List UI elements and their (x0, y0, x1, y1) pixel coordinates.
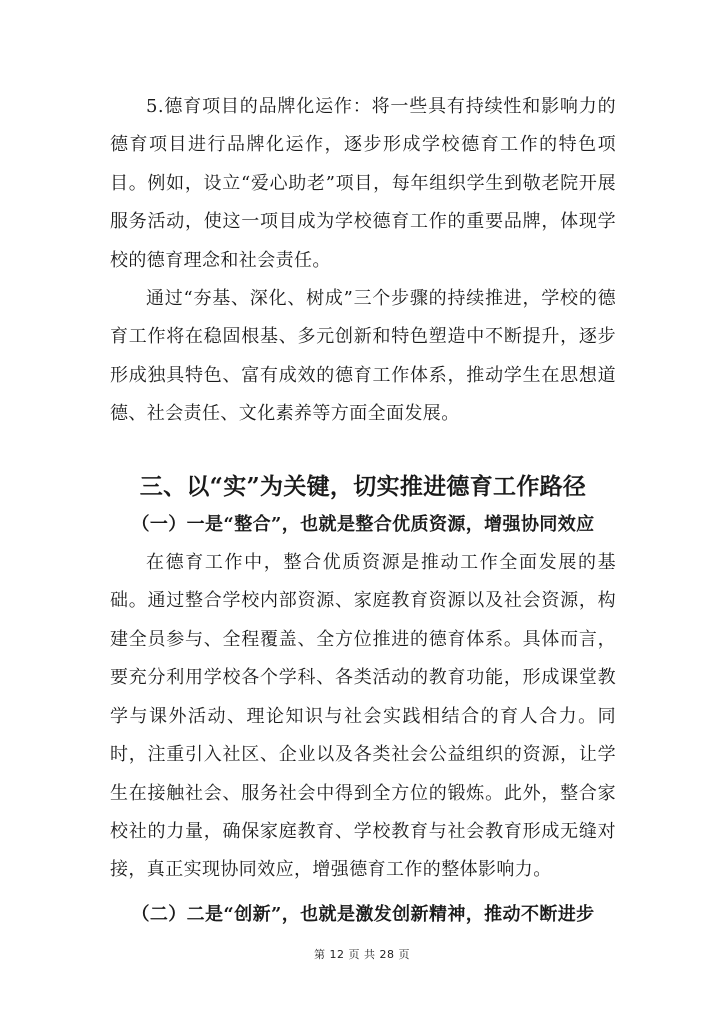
page-body (110, 88, 616, 934)
paragraph-summary: 通过“夯基、深化、树成”三个步骤的持续推进，学校的德育工作将在稳固根基、多元创新和特色塑造中不断提升，逐步形成独具特色、富有成效的德育工作体系，推动学生在思想道德、社会责任、文化素养等方面全面发展。 (110, 288, 616, 425)
paragraph-integration: 在德育工作中，整合优质资源是推动工作全面发展的基础。通过整合学校内部资源、家庭教育资源以及社会资源，构建全员参与、全程覆盖、全方位推进的德育体系。具体而言，要充分利用学校各个学科、各类活动的教育功能，形成课堂教学与课外活动、理论知识与社会实践相结合的育人合力。同时，注重引入社区、企业以及各类社会公益组织的资源，让学生在接触社会、服务社会中得到全方位的锻炼。此外，整合家校社的力量，确保家庭教育、学校教育与社会教育形成无缝对接，真正实现协同效应，增强德育工作的整体影响力。 (110, 552, 616, 881)
section-heading: 三、以“实”为关键，切实推进德育工作路径 (139, 472, 587, 500)
subheading-integration: （一）一是“整合”，也就是整合优质资源，增强协同效应 (131, 513, 595, 535)
paragraph-brand-projects: 5.德育项目的品牌化运作：将一些具有持续性和影响力的德育项目进行品牌化运作，逐步形成学校德育工作的特色项目。例如，设立“爱心助老”项目，每年组织学生到敬老院开展服务活动，使这一项目成为学校德育工作的重要品牌，体现学校的德育理念和社会责任。 (110, 96, 616, 271)
subheading-innovation: （二）二是“创新”，也就是激发创新精神，推动不断进步 (131, 903, 595, 925)
page-footer: 第 12 页 共 28 页 (314, 948, 410, 961)
